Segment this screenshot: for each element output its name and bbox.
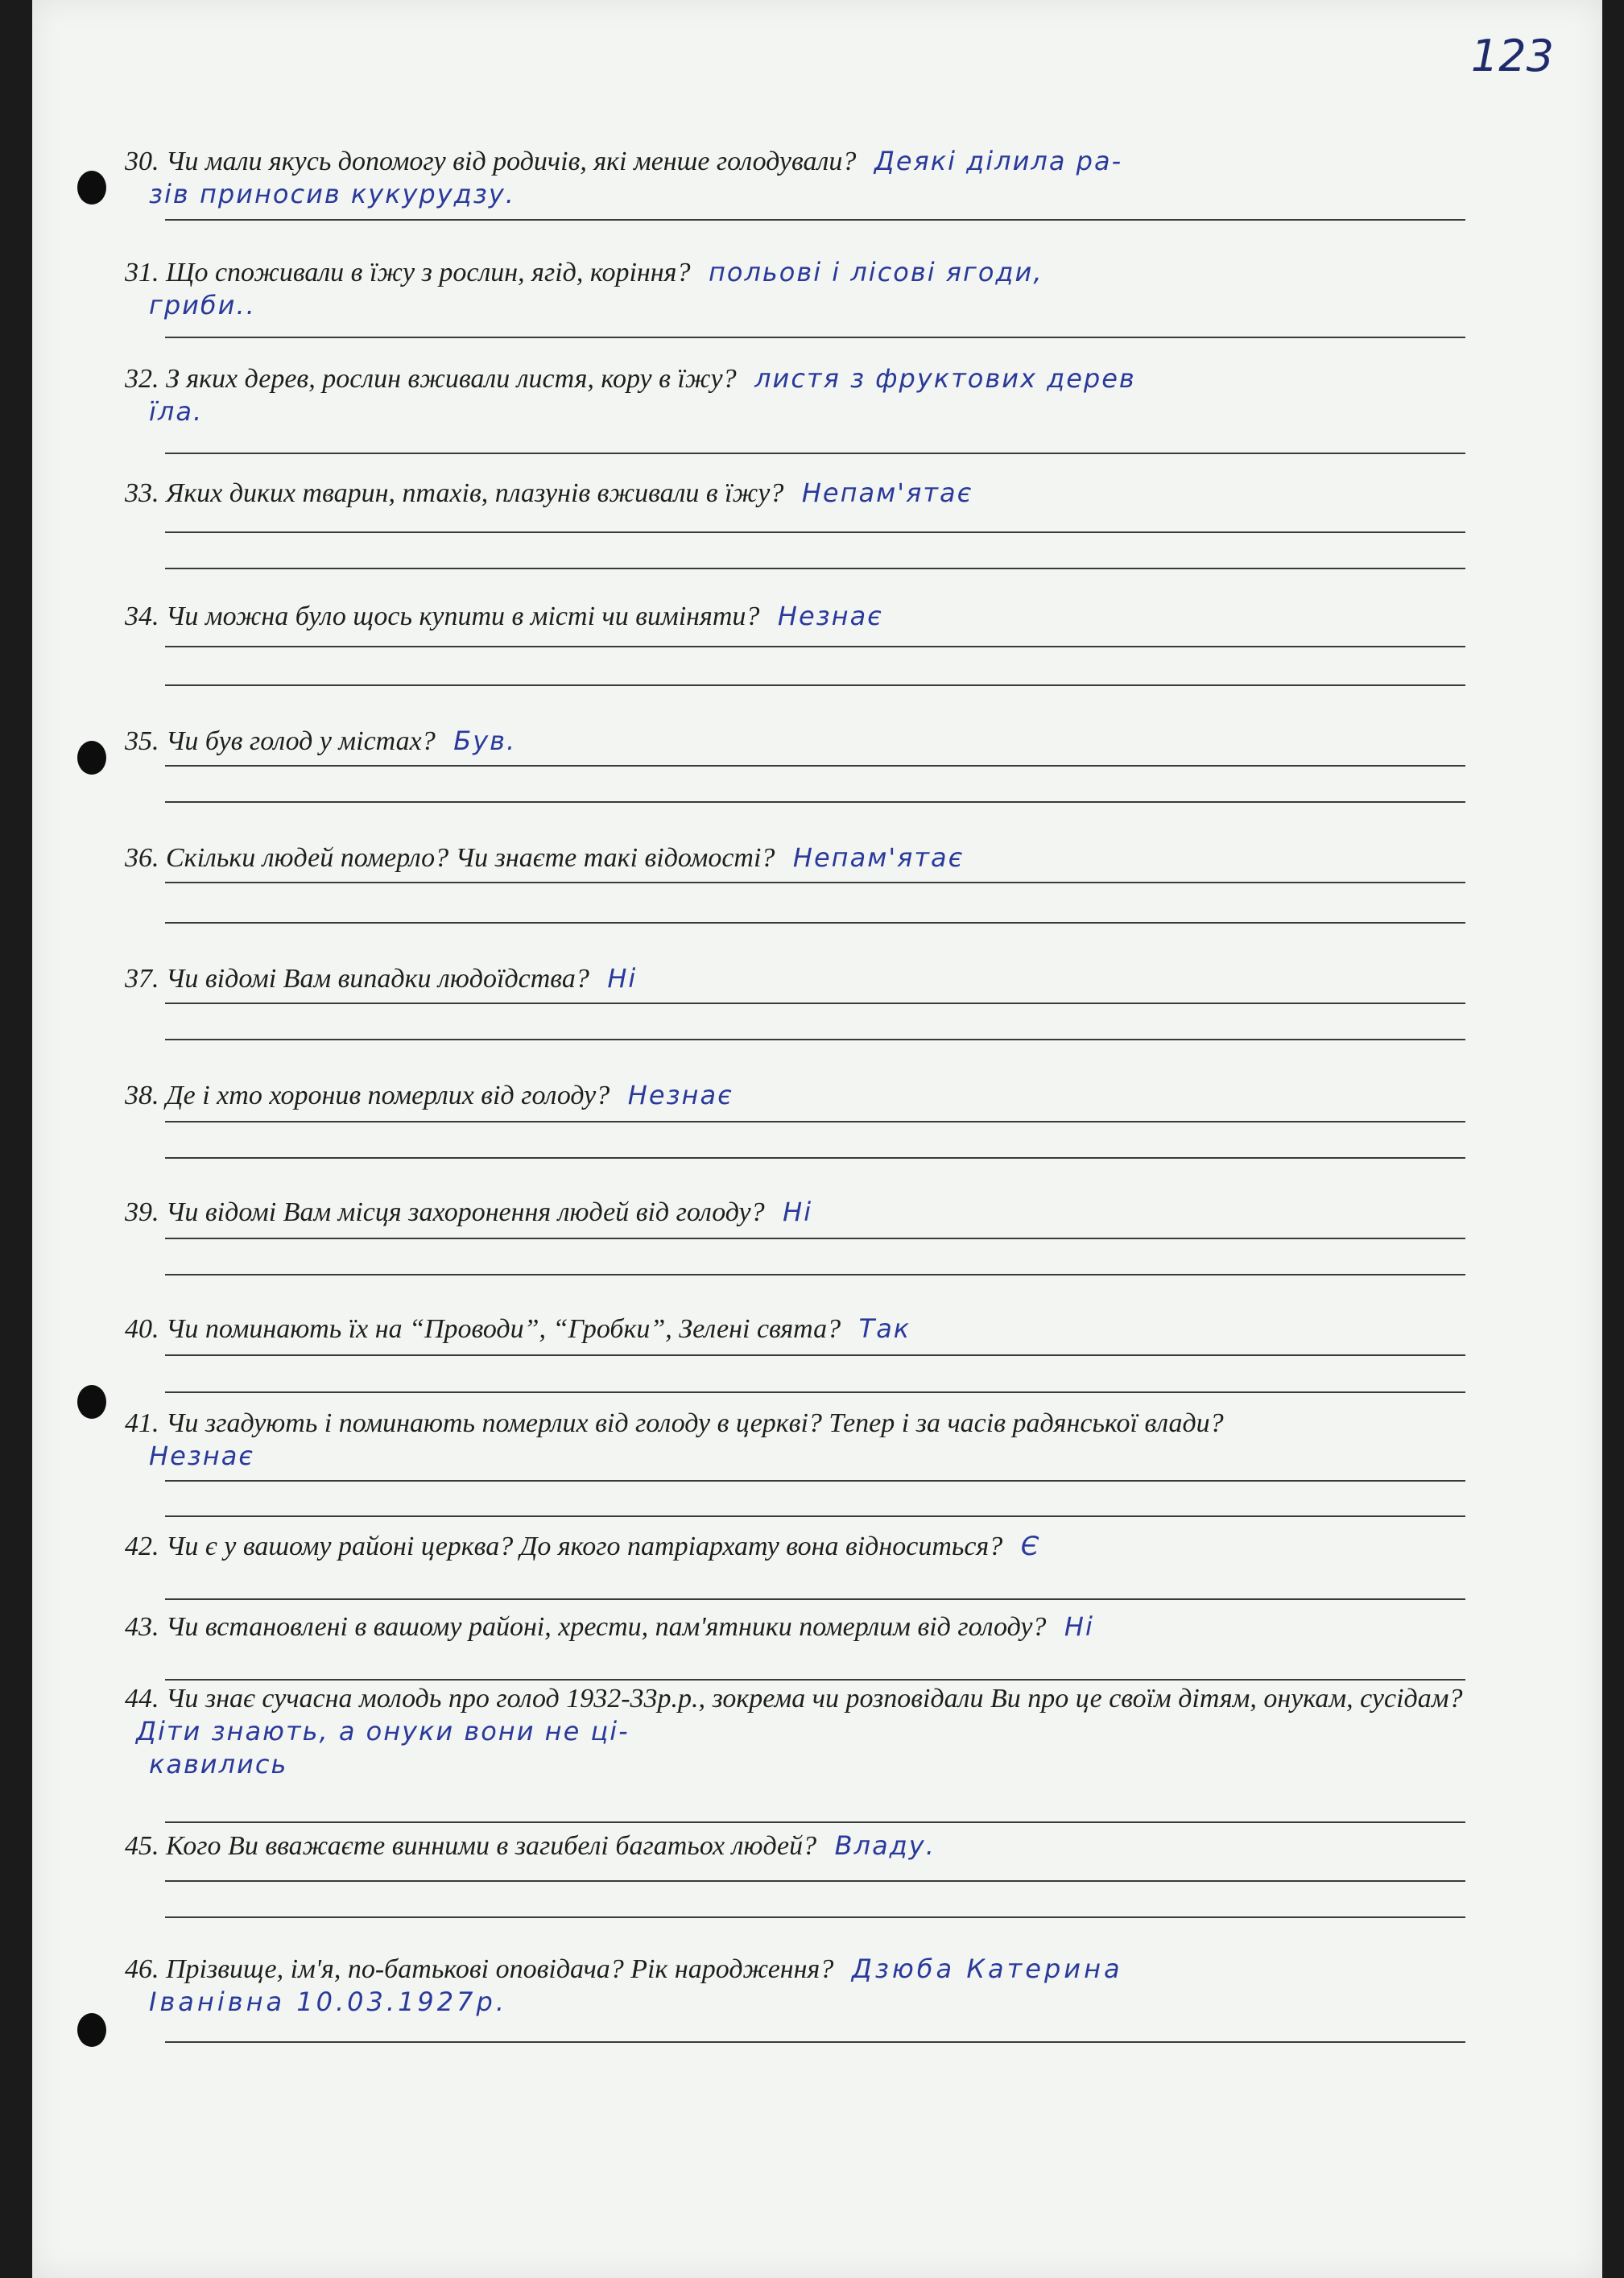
page-number: 123: [1470, 31, 1554, 81]
handwritten-answer: Діти знають, а онуки вони не ці-: [136, 1716, 630, 1747]
punch-hole: [77, 1385, 106, 1419]
question-text: 30. Чи мали якусь допомогу від родичів, які менше голодували?: [125, 147, 857, 176]
answer-line: [165, 1480, 1465, 1482]
question-text: 37. Чи відомі Вам випадки людоїдства?: [125, 964, 589, 994]
handwritten-answer: Ні: [607, 963, 638, 994]
punch-hole: [77, 171, 106, 205]
question-text: 38. Де і хто хоронив померлих від голоду?: [125, 1081, 610, 1110]
handwritten-answer: Незнає: [149, 1441, 254, 1471]
question-text: 46. Прізвище, ім'я, по-батькові оповідача? Рік народження?: [125, 1954, 834, 1984]
question-39: [125, 1196, 1473, 1229]
question-45: [125, 1829, 1473, 1863]
question-37: [125, 962, 1473, 995]
answer-line: [165, 765, 1465, 767]
answer-line: [165, 801, 1465, 803]
questionnaire-sheet: [32, 0, 1602, 2278]
answer-line: [165, 2041, 1465, 2043]
punch-hole: [77, 2013, 106, 2047]
handwritten-answer: Був.: [453, 726, 517, 756]
answer-line: [165, 568, 1465, 569]
question-46: [125, 1953, 1473, 2018]
question-36: [125, 841, 1473, 874]
question-38: [125, 1079, 1473, 1112]
answer-line: [165, 1157, 1465, 1159]
handwritten-answer: Незнає: [627, 1080, 733, 1110]
question-43: [125, 1610, 1473, 1643]
handwritten-answer: Непам'ятає: [792, 842, 965, 873]
answer-line: [165, 219, 1465, 221]
question-text: 40. Чи поминають їх на “Проводи”, “Гробки”, Зелені свята?: [125, 1314, 841, 1344]
answer-line: [165, 882, 1465, 883]
answer-line: [165, 1916, 1465, 1918]
answer-line: [165, 337, 1465, 338]
question-text: 45. Кого Ви вважаєте винними в загибелі багатьох людей?: [125, 1831, 817, 1861]
answer-line: [165, 646, 1465, 647]
handwritten-answer-continued: кавились: [149, 1749, 288, 1780]
question-42: [125, 1530, 1473, 1563]
question-32: [125, 362, 1473, 428]
handwritten-answer: Владу.: [834, 1830, 936, 1861]
answer-line: [165, 1391, 1465, 1393]
question-text: 39. Чи відомі Вам місця захоронення людей від голоду?: [125, 1197, 765, 1227]
question-text: 36. Скільки людей померло? Чи знаєте такі відомості?: [125, 843, 775, 873]
question-35: [125, 725, 1473, 758]
question-41: [125, 1408, 1473, 1472]
handwritten-answer: Деякі ділила ра-: [874, 146, 1123, 176]
handwritten-answer: Так: [858, 1313, 911, 1344]
answer-line: [165, 684, 1465, 686]
question-33: [125, 477, 1473, 510]
answer-line: [165, 1354, 1465, 1356]
answer-line: [165, 922, 1465, 924]
handwritten-answer-continued: зів приносив кукурудзу.: [149, 179, 515, 209]
handwritten-answer-continued: їла.: [149, 396, 204, 427]
handwritten-answer: листя з фруктових дерев: [754, 363, 1136, 394]
question-30: [125, 145, 1473, 210]
handwritten-answer: Непам'ятає: [801, 478, 973, 508]
answer-line: [165, 1679, 1465, 1681]
question-text: 44. Чи знає сучасна молодь про голод 1932-33р.р., зокрема чи розповідали Ви про це своїм дітям, онукам, сусідам?: [125, 1684, 1463, 1714]
answer-line: [165, 1880, 1465, 1882]
answer-line: [165, 1274, 1465, 1275]
handwritten-answer: польові і лісові ягоди,: [708, 257, 1043, 287]
handwritten-answer: Дзюба Катерина: [851, 1953, 1123, 1984]
question-44: [125, 1683, 1473, 1780]
question-text: 41. Чи згадують і поминають померлих від голоду в церкві? Тепер і за часів радянської влади?: [125, 1408, 1224, 1438]
answer-line: [165, 531, 1465, 533]
answer-line: [165, 1039, 1465, 1040]
question-31: [125, 256, 1473, 321]
answer-line: [165, 1003, 1465, 1004]
answer-line: [165, 1121, 1465, 1122]
question-text: 31. Що споживали в їжу з рослин, ягід, коріння?: [125, 258, 691, 287]
handwritten-answer-continued: Іванівна 10.03.1927р.: [149, 1987, 507, 2017]
question-text: 43. Чи встановлені в вашому районі, хрести, пам'ятники померлим від голоду?: [125, 1612, 1047, 1642]
handwritten-answer: Незнає: [777, 601, 883, 631]
question-text: 34. Чи можна було щось купити в місті чи виміняти?: [125, 602, 760, 631]
handwritten-answer: Ні: [783, 1197, 813, 1227]
handwritten-answer: Є: [1020, 1531, 1041, 1561]
answer-line: [165, 1515, 1465, 1517]
answer-line: [165, 453, 1465, 454]
question-40: [125, 1313, 1473, 1346]
punch-hole: [77, 741, 106, 775]
question-text: 33. Яких диких тварин, птахів, плазунів вживали в їжу?: [125, 478, 784, 508]
handwritten-answer: Ні: [1064, 1611, 1094, 1642]
question-text: 32. З яких дерев, рослин вживали листя, кору в їжу?: [125, 364, 737, 394]
handwritten-answer-continued: гриби..: [149, 290, 256, 320]
answer-line: [165, 1598, 1465, 1600]
question-34: [125, 600, 1473, 633]
question-text: 42. Чи є у вашому районі церква? До якого патріархату вона відноситься?: [125, 1532, 1003, 1561]
question-text: 35. Чи був голод у містах?: [125, 726, 436, 756]
answer-line: [165, 1238, 1465, 1239]
answer-line: [165, 1821, 1465, 1823]
